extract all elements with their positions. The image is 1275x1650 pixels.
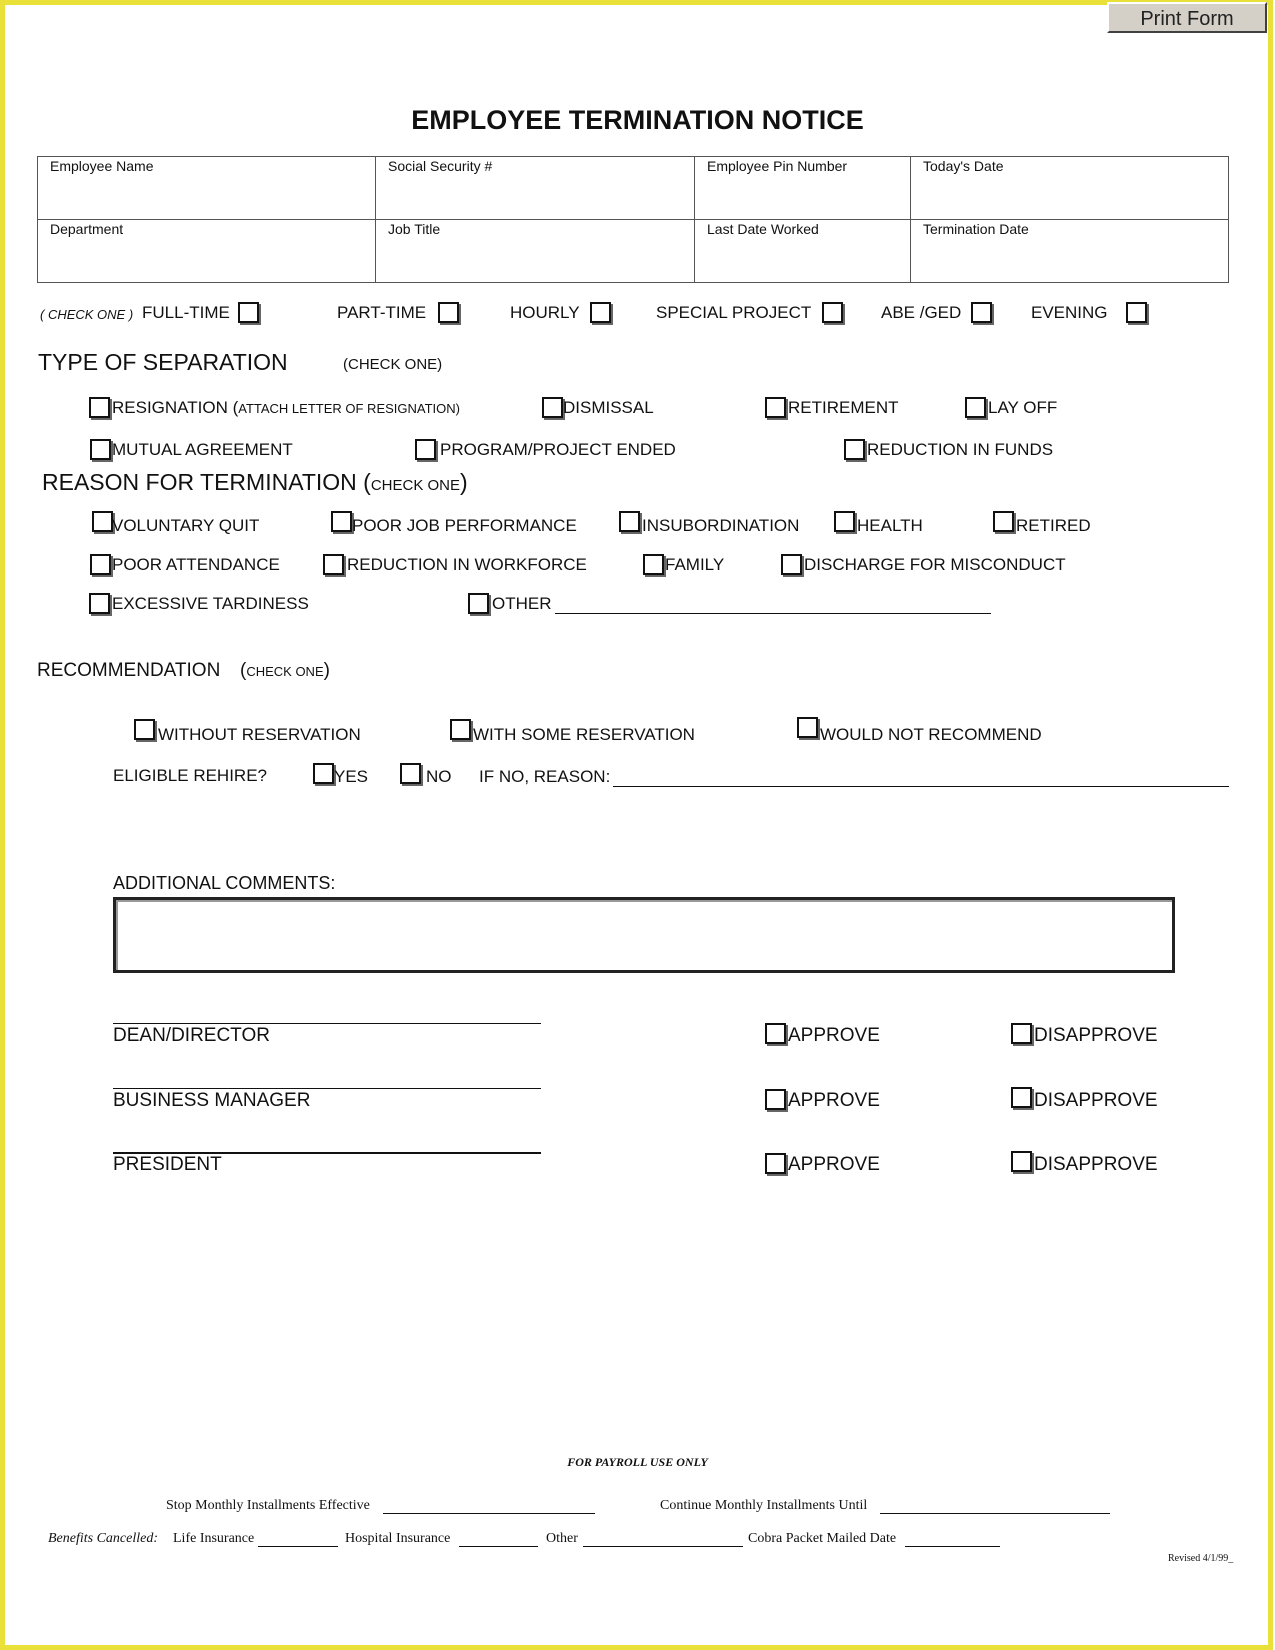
program-project-ended-checkbox[interactable] [415, 439, 436, 460]
other-reason-line[interactable] [555, 613, 991, 614]
mutual-agreement-label: MUTUAL AGREEMENT [112, 440, 293, 459]
would-not-recommend-label: WOULD NOT RECOMMEND [820, 725, 1042, 744]
business-manager-disapprove-label: DISAPPROVE [1034, 1090, 1158, 1111]
reduction-in-funds-checkbox[interactable] [844, 439, 865, 460]
life-insurance-line[interactable] [258, 1546, 338, 1547]
cobra-packet-label: Cobra Packet Mailed Date [748, 1531, 897, 1546]
dismissal-checkbox[interactable] [542, 397, 563, 418]
other-reason-label: OTHER [492, 594, 552, 613]
additional-comments-label: ADDITIONAL COMMENTS: [113, 873, 336, 893]
family-checkbox[interactable] [643, 554, 664, 575]
separation-heading: TYPE OF SEPARATION [38, 349, 288, 375]
part-time-label: PART-TIME [337, 303, 427, 322]
evening-checkbox[interactable] [1126, 302, 1147, 323]
rehire-yes-checkbox[interactable] [313, 763, 334, 784]
print-form-button[interactable]: Print Form [1107, 2, 1267, 33]
separation-check-one: (CHECK ONE) [343, 356, 443, 373]
hourly-label: HOURLY [510, 303, 580, 322]
president-label: PRESIDENT [113, 1154, 222, 1175]
without-reservation-checkbox[interactable] [134, 719, 155, 740]
reduction-in-funds-label: REDUCTION IN FUNDS [867, 440, 1054, 459]
benefits-cancelled-label: Benefits Cancelled: [48, 1531, 159, 1546]
reason-heading: REASON FOR TERMINATION (CHECK ONE) [42, 469, 468, 495]
lay-off-label: LAY OFF [988, 398, 1058, 417]
eligible-rehire-label: ELIGIBLE REHIRE? [113, 766, 268, 785]
discharge-for-misconduct-label: DISCHARGE FOR MISCONDUCT [804, 555, 1066, 574]
recommendation-heading: RECOMMENDATION [37, 660, 221, 681]
last-date-worked-field[interactable]: Last Date Worked [695, 220, 911, 283]
poor-attendance-label: POOR ATTENDANCE [112, 555, 280, 574]
hourly-checkbox[interactable] [590, 302, 611, 323]
business-manager-approve-label: APPROVE [788, 1090, 880, 1111]
revised-date: Revised 4/1/99_ [1168, 1553, 1234, 1564]
hospital-insurance-line[interactable] [459, 1546, 538, 1547]
lay-off-checkbox[interactable] [965, 397, 986, 418]
reduction-in-workforce-checkbox[interactable] [323, 554, 344, 575]
evening-label: EVENING [1031, 303, 1108, 322]
recommendation-check-one: (CHECK ONE) [240, 660, 330, 681]
rehire-reason-line[interactable] [613, 786, 1229, 787]
reduction-in-workforce-label: REDUCTION IN WORKFORCE [347, 555, 587, 574]
rehire-reason-label: IF NO, REASON: [479, 767, 611, 786]
additional-comments-box[interactable] [113, 897, 1175, 973]
retirement-checkbox[interactable] [765, 397, 786, 418]
todays-date-field[interactable]: Today's Date [911, 157, 1229, 220]
payroll-heading: FOR PAYROLL USE ONLY [567, 1455, 708, 1469]
rehire-no-checkbox[interactable] [400, 763, 421, 784]
stop-installments-label: Stop Monthly Installments Effective [166, 1498, 370, 1513]
poor-job-performance-label: POOR JOB PERFORMANCE [352, 516, 577, 535]
with-some-reservation-checkbox[interactable] [450, 719, 471, 740]
dean-approve-label: APPROVE [788, 1025, 880, 1046]
excessive-tardiness-checkbox[interactable] [89, 593, 110, 614]
full-time-label: FULL-TIME [142, 303, 230, 322]
voluntary-quit-label: VOLUNTARY QUIT [112, 516, 260, 535]
termination-date-field[interactable]: Termination Date [911, 220, 1229, 283]
insubordination-label: INSUBORDINATION [642, 516, 800, 535]
retired-checkbox[interactable] [993, 511, 1014, 532]
rehire-no-label: NO [426, 767, 452, 786]
dean-approve-checkbox[interactable] [765, 1023, 786, 1044]
special-project-label: SPECIAL PROJECT [656, 303, 812, 322]
dismissal-label: DISMISSAL [563, 398, 654, 417]
excessive-tardiness-label: EXCESSIVE TARDINESS [112, 594, 309, 613]
business-manager-label: BUSINESS MANAGER [113, 1090, 311, 1111]
would-not-recommend-checkbox[interactable] [797, 717, 818, 738]
resignation-checkbox[interactable] [89, 397, 110, 418]
business-manager-approve-checkbox[interactable] [765, 1089, 786, 1110]
retired-label: RETIRED [1016, 516, 1091, 535]
part-time-checkbox[interactable] [438, 302, 459, 323]
resignation-label: RESIGNATION (ATTACH LETTER OF RESIGNATION) [112, 398, 460, 417]
stop-installments-line[interactable] [383, 1513, 595, 1514]
rehire-yes-label: YES [334, 767, 369, 786]
dean-disapprove-label: DISAPPROVE [1034, 1025, 1158, 1046]
discharge-for-misconduct-checkbox[interactable] [781, 554, 802, 575]
job-title-field[interactable]: Job Title [376, 220, 695, 283]
poor-job-performance-checkbox[interactable] [331, 511, 352, 532]
business-manager-signature-line[interactable] [113, 1088, 541, 1089]
retirement-label: RETIREMENT [788, 398, 899, 417]
with-some-reservation-label: WITH SOME RESERVATION [473, 725, 695, 744]
without-reservation-label: WITHOUT RESERVATION [158, 725, 361, 744]
employee-pin-field[interactable]: Employee Pin Number [695, 157, 911, 220]
form-title: EMPLOYEE TERMINATION NOTICE [411, 105, 864, 135]
mutual-agreement-checkbox[interactable] [90, 439, 111, 460]
president-disapprove-checkbox[interactable] [1011, 1151, 1032, 1172]
special-project-checkbox[interactable] [822, 302, 843, 323]
department-field[interactable]: Department [38, 220, 376, 283]
check-one-prefix: ( CHECK ONE ) [40, 307, 134, 322]
dean-disapprove-checkbox[interactable] [1011, 1023, 1032, 1044]
life-insurance-label: Life Insurance [173, 1531, 255, 1546]
health-checkbox[interactable] [834, 511, 855, 532]
health-label: HEALTH [857, 516, 923, 535]
poor-attendance-checkbox[interactable] [90, 554, 111, 575]
insubordination-checkbox[interactable] [619, 511, 640, 532]
dean-director-label: DEAN/DIRECTOR [113, 1025, 270, 1046]
other-reason-checkbox[interactable] [468, 593, 489, 614]
dean-signature-line[interactable] [113, 1023, 541, 1024]
president-approve-label: APPROVE [788, 1154, 880, 1175]
full-time-checkbox[interactable] [238, 302, 259, 323]
abe-ged-label: ABE /GED [881, 303, 962, 322]
business-manager-disapprove-checkbox[interactable] [1011, 1087, 1032, 1108]
president-disapprove-label: DISAPPROVE [1034, 1154, 1158, 1175]
other-benefit-label: Other [546, 1531, 578, 1546]
president-approve-checkbox[interactable] [765, 1153, 786, 1174]
cobra-packet-line[interactable] [905, 1546, 1000, 1547]
abe-ged-checkbox[interactable] [971, 302, 992, 323]
employee-info-table [37, 156, 1229, 283]
employee-name-field[interactable]: Employee Name [38, 157, 376, 220]
hospital-insurance-label: Hospital Insurance [345, 1531, 451, 1546]
family-label: FAMILY [665, 555, 725, 574]
continue-installments-line[interactable] [880, 1513, 1110, 1514]
social-security-field[interactable]: Social Security # [376, 157, 695, 220]
voluntary-quit-checkbox[interactable] [92, 511, 113, 532]
continue-installments-label: Continue Monthly Installments Until [660, 1498, 868, 1513]
other-benefit-line[interactable] [583, 1546, 743, 1547]
program-project-ended-label: PROGRAM/PROJECT ENDED [440, 440, 676, 459]
